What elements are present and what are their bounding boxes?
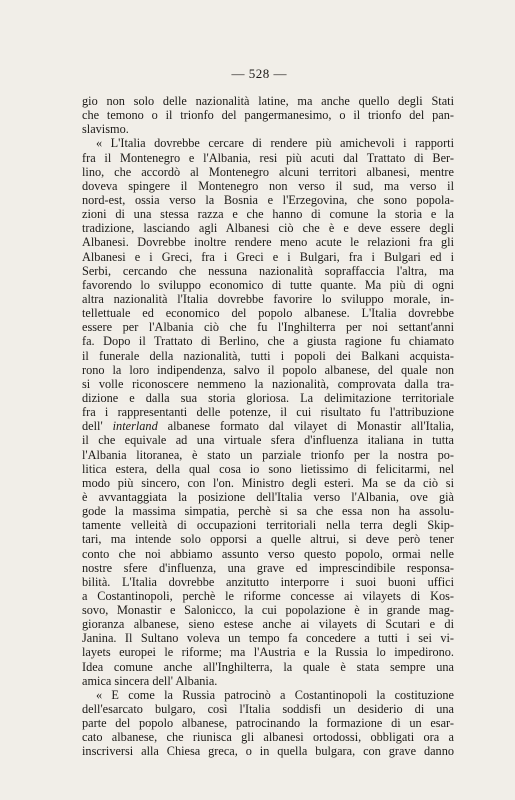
text-line: altra nazionalità l'Italia dovrebbe favorire lo sviluppo morale, in- — [82, 291, 454, 306]
page-number: — 528 — — [231, 66, 287, 81]
text-line: si volle riconoscere nemmeno la nazionalità, comprovata dalla tra- — [82, 376, 454, 391]
text-line: Albanesi. Dovrebbe inoltre rendere meno acute le relazioni fra gli — [82, 235, 454, 250]
text-line: doveva spingere il Montenegro non verso il sud, ma verso il — [82, 178, 454, 193]
text-line: tari, ma intende solo opporsi a quelle altrui, si deve però tener — [82, 532, 454, 547]
text-line: che temono o il trionfo del pangermanesimo, o il trionfo del pan- — [82, 108, 454, 123]
text-line: dell'esarcato bulgaro, così l'Italia soddisfi un desiderio di una — [82, 702, 454, 717]
text-line: nord-est, ossia verso la Bosnia e l'Erzegovina, che sono popola- — [82, 192, 454, 207]
text-line: « L'Italia dovrebbe cercare di rendere più amichevoli i rapporti — [96, 136, 454, 151]
text-line: litica estera, della qual cosa io sono lietissimo di felicitarmi, nel — [82, 461, 454, 476]
text-line: gioranza albanese, sieno estese anche ai vilayets di Scutari e di — [82, 617, 454, 632]
text-line: tellettuale ed economico del popolo albanese. L'Italia dovrebbe — [82, 306, 454, 321]
text-line: è avvantaggiata la posizione dell'Italia verso l'Albania, ove già — [82, 489, 454, 504]
text-line: parte del popolo albanese, patrocinando la formazione di un esar- — [82, 716, 454, 731]
text-line: conto che noi abbiamo assunto verso questo popolo, ormai nelle — [82, 546, 454, 561]
text-line: fra il Montenegro e l'Albania, resi più acuti dal Trattato di Ber- — [82, 150, 454, 165]
text-line: inscriversi alla Chiesa greca, o in quella bulgara, con grave danno — [82, 744, 454, 759]
text-line: zioni di una stessa razza e che hanno di comune la storia e la — [82, 207, 454, 222]
text-line: modo più sincero, con l'on. Ministro degli esteri. Ma se da ciò si — [82, 475, 454, 490]
text-line: Janina. Il Sultano voleva un tempo fa concedere a tutti i sei vi- — [82, 631, 454, 646]
text-line: nostre sfere d'influenza, una grave ed imprescindibile responsa- — [82, 560, 454, 575]
text-line: cato albanese, che riunisca gli albanesi ortodossi, obbligati ora a — [82, 730, 454, 745]
text-line: rono la loro indipendenza, salvo il popolo albanese, del quale non — [82, 362, 454, 377]
text-line: sovo, Monastir e Salonicco, la cui popolazione è in grande mag- — [82, 603, 454, 618]
text-line: layets europei le riforme; ma l'Austria e la Russia lo impedirono. — [82, 645, 454, 660]
text-line: tamente velleità di occupazioni territoriali nella terra degli Skip- — [82, 518, 454, 533]
text-line: lino, che accordò al Montenegro alcuni territori albanesi, mentre — [82, 164, 454, 179]
text-line: fra i rappresentanti delle potenze, il cui risultato fu l'attribuzione — [82, 405, 454, 420]
text-line: il che equivale ad una virtuale sfera d'influenza italiana in tutta — [82, 433, 454, 448]
text-line: « E come la Russia patrocinò a Costantinopoli la costituzione — [96, 687, 454, 702]
text-line: il funerale della nazionalità, tutti i popoli dei Balkani acquista- — [82, 348, 454, 363]
text-line: favorendo lo sviluppo economico di tutte quante. Ma più di ogni — [82, 277, 454, 292]
text-line: amica sincera dell' Albania. — [82, 673, 218, 688]
text-line: Albanesi e i Greci, fra i Greci e i Bulgari, fra i Bulgari ed i — [82, 249, 454, 264]
text-line: dell' interland albanese formato dal vilayet di Monastir all'Italia, — [82, 419, 454, 434]
text-line: dizione e dalla sua storia gloriosa. La delimitazione territoriale — [82, 390, 454, 405]
body-text — [82, 94, 454, 759]
text-line: a Costantinopoli, perchè le riforme concesse ai vilayets di Kos- — [82, 588, 454, 603]
text-line: bilità. L'Italia dovrebbe anzitutto interporre i suoi buoni uffici — [82, 574, 454, 589]
text-line: Idea comune anche all'Inghilterra, la quale è stata sempre una — [82, 659, 454, 674]
text-line: tradizione, lasciando agli Albanesi ciò che è e deve essere degli — [82, 221, 454, 236]
text-line: Serbi, cercando che nessuna nazionalità sopraffaccia l'altra, ma — [82, 263, 454, 278]
text-line: essere per l'Albania ciò che fu l'Inghilterra per noi settant'anni — [82, 320, 454, 335]
text-line: slavismo. — [82, 122, 129, 137]
text-line: fa. Dopo il Trattato di Berlino, che a giusta ragione fu chiamato — [82, 334, 454, 349]
text-line: gode la massima simpatia, perchè si sa che essa non ha assolu- — [82, 504, 454, 519]
text-line: l'Albania litoranea, è stato un parziale trionfo per la nostra po- — [82, 447, 454, 462]
text-line: gio non solo delle nazionalità latine, ma anche quello degli Stati — [82, 94, 454, 108]
